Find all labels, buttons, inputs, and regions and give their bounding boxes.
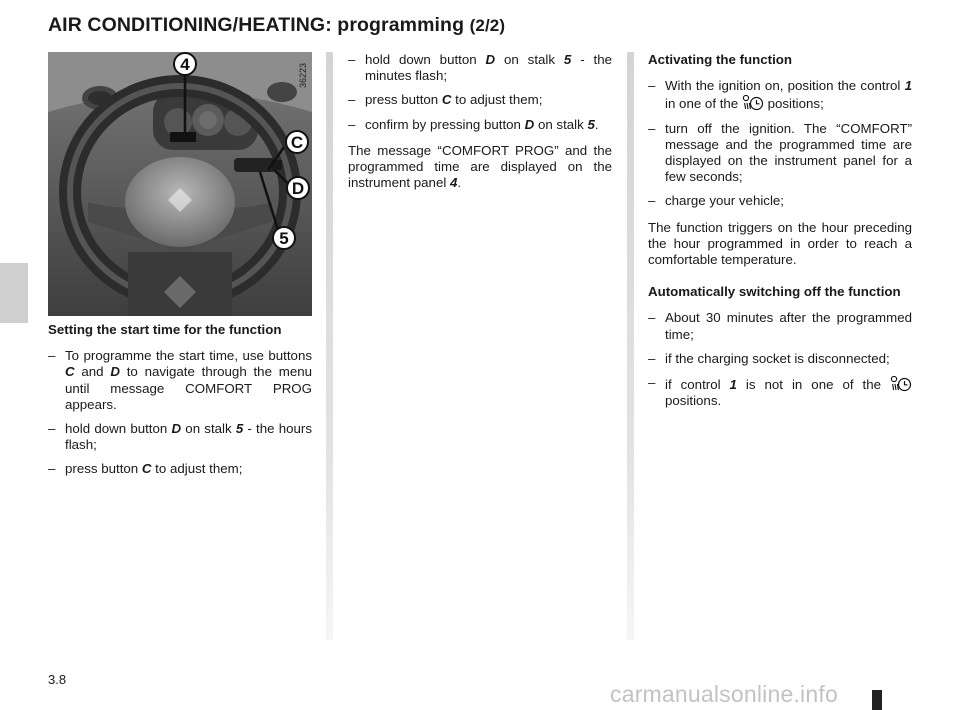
list-item <box>348 92 612 108</box>
reference-label: C <box>141 461 152 477</box>
watermark: carmanualsonline.info <box>610 681 838 707</box>
callout-button-c <box>286 131 308 153</box>
col2-list <box>348 52 612 133</box>
text-run: on stalk <box>181 421 236 437</box>
comfort-clock-icon <box>890 375 912 392</box>
text-run: About 30 minutes after the programmed time; <box>665 310 912 342</box>
dash-bullet: – <box>648 193 656 209</box>
reference-label: D <box>485 52 496 67</box>
list-item <box>648 121 912 186</box>
col1-heading: Setting the start time for the function <box>48 322 282 337</box>
col3-heading-switching-off: Automatically switching off the function <box>648 284 901 300</box>
text-run: hold down button <box>365 52 486 67</box>
callout-instrument-panel <box>174 53 196 75</box>
list-item <box>48 421 312 453</box>
section-tab <box>0 263 28 323</box>
dash-bullet: – <box>648 120 656 136</box>
corner-mark <box>872 690 882 710</box>
text-run: press button <box>365 92 442 108</box>
image-ref-number: 36223 <box>298 62 308 88</box>
dash-bullet: – <box>648 78 656 94</box>
callout-d-label: D <box>291 179 305 198</box>
callout-c-label: C <box>290 133 304 152</box>
text-run: positions; <box>763 96 824 112</box>
page-number: 3.8 <box>48 672 67 687</box>
reference-label: 4 <box>450 175 458 191</box>
text-run: to adjust them; <box>151 461 243 477</box>
list-item <box>648 193 912 209</box>
text-run: hold down button <box>65 421 172 437</box>
list-item <box>648 351 912 367</box>
callout-stalk <box>273 227 295 249</box>
dash-bullet: – <box>48 348 56 364</box>
list-item <box>648 78 912 112</box>
text-run: to adjust them; <box>451 92 543 108</box>
text-run: charge your vehicle; <box>665 193 784 209</box>
list-item <box>48 461 312 477</box>
page-title <box>48 14 505 37</box>
column-1 <box>48 322 312 478</box>
text-run: and <box>74 364 111 380</box>
reference-label: 1 <box>729 377 737 393</box>
list-item <box>348 117 612 133</box>
steering-wheel-illustration <box>48 52 312 316</box>
col2-paragraph <box>348 143 612 192</box>
reference-label: 1 <box>904 78 912 94</box>
text-run: - the minutes flash; <box>365 52 612 84</box>
col3-heading-activating: Activating the function <box>648 52 793 67</box>
reference-label: 5 <box>563 52 572 67</box>
text-run: . <box>594 116 599 132</box>
text-run: if the charging socket is disconnected; <box>665 350 890 366</box>
list-item <box>648 310 912 342</box>
text-run: To programme the start time, use buttons <box>65 348 312 364</box>
text-run: on stalk <box>495 52 564 67</box>
column-3 <box>648 52 912 409</box>
steering-wheel-image <box>48 52 312 316</box>
col1-list <box>48 348 312 477</box>
page-title-suffix: (2/2) <box>469 16 506 35</box>
page-title-main: AIR CONDITIONING/HEATING: programming <box>48 14 465 36</box>
list-item <box>648 375 912 409</box>
callout-button-d <box>287 177 309 199</box>
text-run: press button <box>65 461 142 477</box>
column-divider-1 <box>326 52 333 640</box>
callout-5-label: 5 <box>279 229 289 248</box>
dash-bullet: – <box>348 92 356 108</box>
text-run: The message “COMFORT PROG” and the programmed time are displayed on the instrument panel <box>348 142 612 191</box>
list-item <box>348 52 612 84</box>
col3-list-switching-off <box>648 310 912 409</box>
reference-label: 5 <box>235 421 244 437</box>
col3-paragraph <box>648 220 912 269</box>
reference-label: D <box>524 116 535 132</box>
text-run: With the ignition on, position the control <box>665 78 905 94</box>
callout-4-label: 4 <box>180 55 190 74</box>
text-run: if control <box>665 377 730 393</box>
comfort-clock-icon <box>742 94 764 111</box>
column-divider-2 <box>627 52 634 640</box>
text-run: confirm by pressing button <box>365 116 525 132</box>
list-item <box>48 348 312 413</box>
col3-list-activating <box>648 78 912 209</box>
text-run: positions. <box>665 393 722 409</box>
text-run: on stalk <box>534 116 588 132</box>
reference-label: 5 <box>587 116 595 132</box>
text-run: turn off the ignition. The “COMFORT” message and the programmed time are displayed on the instrument panel for a few seconds; <box>665 120 912 185</box>
dash-bullet: – <box>348 52 356 67</box>
text-run: to navigate through the menu until message COMFORT PROG appears. <box>65 364 312 412</box>
reference-label: C <box>441 92 452 108</box>
text-run: is not in one of the <box>736 377 890 393</box>
dash-bullet: – <box>48 461 56 477</box>
column-2 <box>348 52 612 191</box>
text-run: The function triggers on the hour preceding the hour programmed in order to reach a comfortable temperature. <box>648 219 912 268</box>
dash-bullet: – <box>48 421 56 437</box>
text-run: - the hours flash; <box>65 421 312 453</box>
dash-bullet: – <box>348 116 356 132</box>
text-run: . <box>457 175 462 191</box>
dash-bullet: – <box>648 310 656 326</box>
dash-bullet: – <box>648 350 656 366</box>
reference-label: D <box>110 364 120 380</box>
dash-bullet: – <box>648 375 656 391</box>
reference-label: C <box>65 364 75 380</box>
text-run: in one of the <box>665 96 742 112</box>
reference-label: D <box>171 421 182 437</box>
